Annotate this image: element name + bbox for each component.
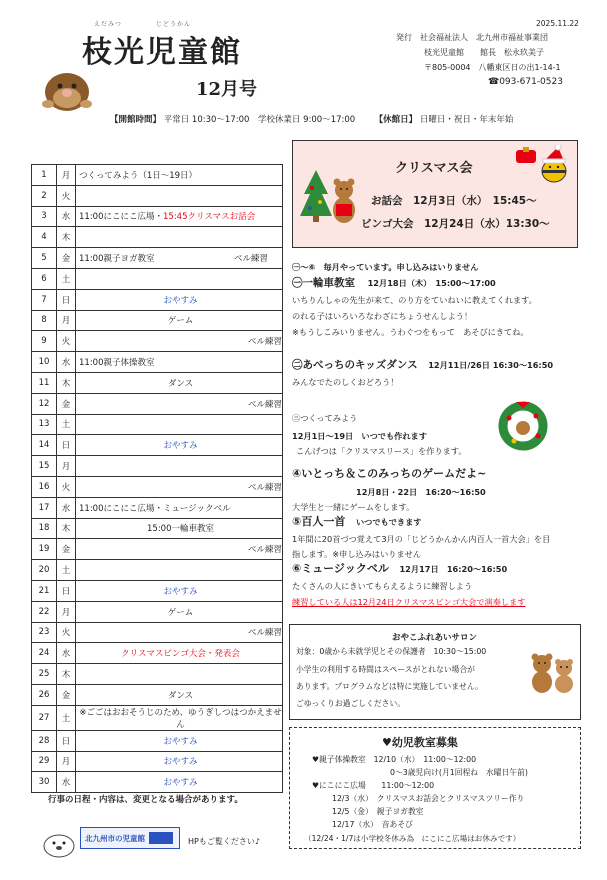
- calendar-row: [32, 560, 283, 581]
- calendar-event: クリスマスビンゴ大会・発表会: [76, 643, 283, 664]
- page-title: 枝光児童館: [82, 35, 242, 70]
- calendar-row: [32, 622, 283, 643]
- unicycle-title: ㊀一輪車教室: [292, 277, 355, 289]
- calendar-weekday: 土: [57, 560, 76, 581]
- hp-text: HPもご覧ください♪: [188, 837, 260, 846]
- youji-text-3: ♥にこにこ広場 11:00～12:00: [312, 781, 435, 790]
- christmas-line-1: お話会 12月3日（水） 15:45～: [371, 195, 537, 207]
- closed-text: 日曜日・祝日・年末年始: [419, 115, 514, 125]
- salon-text-2: 小学生の利用する時間はスペースがとれない場合が: [296, 665, 475, 674]
- calendar-weekday: 金: [57, 248, 76, 269]
- salon-text-3: あります。プログラムなどは特に実施していません。: [296, 682, 483, 691]
- hyaku-text-1: 1年間に20首づつ覚えて3月の「じどうかんかん内百人一首大会」を目: [292, 534, 551, 544]
- calendar-event: ゲーム: [76, 310, 283, 331]
- christmas-tree-bear-icon: [300, 168, 360, 226]
- game-date: 12月8日・22日 16:20～16:50: [356, 487, 486, 497]
- salon-title: おやこふれあいサロン: [392, 633, 478, 643]
- jidoukan-banner[interactable]: [80, 827, 180, 849]
- calendar-weekday: 水: [57, 497, 76, 518]
- christmas-wreath-icon: [494, 396, 552, 454]
- calendar-weekday: 土: [57, 268, 76, 289]
- title-ruby-edamitsu: えだみつ: [94, 21, 122, 28]
- calendar-day: 11: [32, 372, 57, 393]
- calendar-event: 15:00一輪車教室: [76, 518, 283, 539]
- event-text-2: ベル練習: [233, 254, 268, 265]
- calendar-weekday: 水: [57, 352, 76, 373]
- calendar-day: 6: [32, 268, 57, 289]
- calendar-day: 3: [32, 206, 57, 227]
- game-title: ④いとっち＆このみっちのゲームだよ~: [292, 467, 487, 480]
- calendar-row: [32, 227, 283, 248]
- calendar-weekday: 月: [57, 751, 76, 772]
- calendar-row: [32, 518, 283, 539]
- calendar-weekday: 金: [57, 539, 76, 560]
- dance-title: ㊁あべっちのキッズダンス: [292, 359, 418, 371]
- calendar-row: [32, 393, 283, 414]
- calendar-row: [32, 206, 283, 227]
- santa-bag-icon: [514, 146, 538, 164]
- calendar-event: 11:00にこにこ広場・ミュージックベル: [76, 497, 283, 518]
- bee-santa-icon: [534, 145, 574, 185]
- calendar-day: 26: [32, 684, 57, 705]
- hours-label: 【開館時間】: [110, 115, 162, 125]
- unicycle-text-3: ※もうしこみいりません。うわぐつをもって あそびにきてね。: [292, 327, 529, 337]
- unicycle-text-2: のれる子はいろいろなわざにちょうせんしよう！: [292, 311, 473, 321]
- calendar-event: [76, 456, 283, 477]
- calendar-weekday: 木: [57, 518, 76, 539]
- calendar-row: [32, 435, 283, 456]
- calendar-weekday: 水: [57, 772, 76, 793]
- calendar-event: [76, 414, 283, 435]
- calendar-day: 7: [32, 289, 57, 310]
- calendar-day: 5: [32, 248, 57, 269]
- calendar-event: ダンス: [76, 684, 283, 705]
- calendar-weekday: 金: [57, 393, 76, 414]
- unicycle-date: 12月18日（木） 15:00～17:00: [367, 278, 496, 288]
- calendar-row: [32, 580, 283, 601]
- calendar-day: 16: [32, 476, 57, 497]
- hyaku-title: ⑤百人一首: [292, 515, 346, 528]
- salon-text-1: 対象：0歳から未就学児とその保護者 10:30～15:00: [296, 647, 487, 656]
- calendar-row: [32, 684, 283, 705]
- hours-text: 平常日 10:30～17:00 学校休業日 9:00～17:00: [163, 115, 356, 125]
- calendar-day: 19: [32, 539, 57, 560]
- make-text-1: こんげつは「クリスマスリース」を作ります。: [296, 446, 467, 456]
- calendar-row: [32, 730, 283, 751]
- youji-class-box: [289, 727, 581, 849]
- calendar-event: [76, 185, 283, 206]
- calendar-day: 17: [32, 497, 57, 518]
- calendar-day: 30: [32, 772, 57, 793]
- youji-text-2: 0～3歳児向け(月1回程ね 水曜日午前): [390, 768, 528, 777]
- bell-date: 12月17日 16:20～16:50: [399, 564, 508, 574]
- bell-title: ⑥ミュージックベル: [292, 562, 389, 575]
- calendar-row: [32, 372, 283, 393]
- calendar-day: 29: [32, 751, 57, 772]
- calendar-event: [76, 268, 283, 289]
- title-ruby-jidoukan: じどうかん: [156, 21, 192, 28]
- calendar-row: [32, 248, 283, 269]
- salon-text-4: ごゆっくりお過ごしください。: [296, 699, 406, 708]
- calendar-row: [32, 476, 283, 497]
- calendar-event: [76, 227, 283, 248]
- calendar-day: 2: [32, 185, 57, 206]
- calendar-row: [32, 643, 283, 664]
- calendar-row: [32, 751, 283, 772]
- calendar-weekday: 月: [57, 310, 76, 331]
- publisher-line-3: 〒805-0004 八幡東区日の出1-14-1: [424, 63, 561, 72]
- game-text-1: 大学生と一緒にゲームをします。: [292, 502, 415, 512]
- schedule-notice: 行事の日程・内容は、変更となる場合があります。: [48, 795, 243, 805]
- banner-text: 北九州市の児童館: [85, 834, 145, 843]
- calendar-event: おやすみ: [76, 772, 283, 793]
- youji-text-4: 12/3（水） クリスマスお話会とクリスマスツリー作り: [332, 794, 525, 803]
- calendar-row: [32, 601, 283, 622]
- youji-text-6: 12/17（水） 音あそび: [332, 820, 413, 829]
- calendar-row: [32, 268, 283, 289]
- calendar-event: ベル練習: [76, 622, 283, 643]
- publisher-line-2: 枝光児童館 館長 松永玖美子: [424, 48, 544, 57]
- calendar-event: ベル練習: [76, 539, 283, 560]
- calendar-event: ※ごごはおおそうじのため、ゆうぎしつはつかえません: [76, 705, 283, 730]
- publisher-line-4: ☎093-671-0523: [488, 77, 563, 87]
- calendar-event: おやすみ: [76, 751, 283, 772]
- calendar-day: 10: [32, 352, 57, 373]
- calendar-row: [32, 539, 283, 560]
- christmas-line-2: ビンゴ大会 12月24日（水）13:30～: [361, 218, 550, 230]
- calendar-weekday: 火: [57, 331, 76, 352]
- calendar-day: 22: [32, 601, 57, 622]
- calendar-weekday: 日: [57, 289, 76, 310]
- calendar-weekday: 月: [57, 601, 76, 622]
- calendar-day: 28: [32, 730, 57, 751]
- youji-text-5: 12/5（金） 親子ヨガ教室: [332, 807, 424, 816]
- calendar-event: おやすみ: [76, 580, 283, 601]
- calendar-day: 24: [32, 643, 57, 664]
- calendar-event: [76, 206, 283, 227]
- calendar-weekday: 木: [57, 664, 76, 685]
- calendar-day: 13: [32, 414, 57, 435]
- youji-text-7: （12/24・1/7は小学校冬休み為 にこにこ広場はお休みです）: [304, 834, 521, 843]
- calendar-event: おやすみ: [76, 730, 283, 751]
- calendar-row: [32, 664, 283, 685]
- calendar-day: 23: [32, 622, 57, 643]
- mole-mascot-icon: [40, 62, 94, 112]
- event-text: 11:00親子ヨガ教室: [79, 254, 155, 265]
- dance-header: [292, 357, 553, 373]
- calendar-day: 4: [32, 227, 57, 248]
- calendar-day: 12: [32, 393, 57, 414]
- calendar-day: 27: [32, 705, 57, 730]
- calendar-weekday: 水: [57, 643, 76, 664]
- calendar-row: [32, 185, 283, 206]
- calendar-weekday: 日: [57, 580, 76, 601]
- calendar-row: [32, 352, 283, 373]
- calendar-weekday: 月: [57, 456, 76, 477]
- calendar-day: 1: [32, 165, 57, 186]
- calendar-row: [32, 310, 283, 331]
- youji-title: ♥幼児教室募集: [382, 736, 458, 749]
- calendar-weekday: 日: [57, 730, 76, 751]
- hyaku-text-2: 指します。※申し込みはいりません: [292, 549, 422, 559]
- calendar-weekday: 火: [57, 476, 76, 497]
- calendar-row: [32, 456, 283, 477]
- dance-date: 12月11日/26日 16:30～16:50: [428, 360, 554, 370]
- calendar-row: [32, 772, 283, 793]
- calendar-event: [76, 560, 283, 581]
- calendar-day: 15: [32, 456, 57, 477]
- calendar-day: 18: [32, 518, 57, 539]
- calendar-weekday: 日: [57, 435, 76, 456]
- calendar-event: ベル練習: [76, 393, 283, 414]
- calendar-weekday: 木: [57, 227, 76, 248]
- calendar-weekday: 火: [57, 622, 76, 643]
- event-text: 11:00にこにこ広場・: [79, 212, 163, 223]
- calendar-weekday: 金: [57, 684, 76, 705]
- bell-text-1: たくさんの人にきいてもらえるように練習しよう: [292, 581, 473, 591]
- hyaku-date: いつでもできます: [355, 517, 422, 527]
- calendar-event: ダンス: [76, 372, 283, 393]
- calendar-weekday: 土: [57, 705, 76, 730]
- event-text-red: 15:45クリスマスお話会: [163, 212, 256, 223]
- christmas-title: クリスマス会: [395, 161, 473, 176]
- calendar-event: おやすみ: [76, 435, 283, 456]
- unicycle-header: [292, 275, 496, 291]
- calendar-row: [32, 289, 283, 310]
- bell-text-2: 練習している人は12月24日クリスマスビンゴ大会で演奏します: [292, 597, 526, 607]
- monthly-intro: ㊀～⑥ 毎月やっています。申し込みはいりません: [292, 262, 479, 272]
- dance-text-1: みんなでたのしくおどろう！: [292, 377, 399, 387]
- calendar-event: 11:00親子体操教室: [76, 352, 283, 373]
- calendar-weekday: 土: [57, 414, 76, 435]
- banner-button[interactable]: [149, 832, 173, 844]
- calendar-day: 25: [32, 664, 57, 685]
- issue-label: 12月号: [196, 79, 258, 100]
- bear-pair-icon: [526, 650, 580, 694]
- calendar-day: 14: [32, 435, 57, 456]
- calendar-event: ベル練習: [76, 331, 283, 352]
- calendar-event: [76, 248, 283, 269]
- bell-header: [292, 561, 507, 577]
- calendar-weekday: 月: [57, 165, 76, 186]
- issue-date: 2025.11.22: [536, 19, 579, 28]
- hours-row: [110, 113, 513, 125]
- closed-label: 【休館日】: [374, 115, 418, 125]
- youji-text-1: ♥親子体操教室 12/10（水） 11:00～12:00: [312, 755, 477, 764]
- calendar-day: 21: [32, 580, 57, 601]
- calendar-weekday: 水: [57, 206, 76, 227]
- calendar-event: おやすみ: [76, 289, 283, 310]
- make-title: ㊂つくってみよう: [292, 413, 358, 423]
- calendar-row: [32, 705, 283, 730]
- calendar-event: [76, 664, 283, 685]
- event-calendar: [31, 164, 283, 793]
- calendar-row: [32, 331, 283, 352]
- calendar-day: 9: [32, 331, 57, 352]
- unicycle-text-1: いちりんしゃの先生が来て、のり方をていねいに教えてくれます。: [292, 295, 537, 305]
- hyaku-header: [292, 514, 421, 530]
- calendar-event: ベル練習: [76, 476, 283, 497]
- calendar-day: 20: [32, 560, 57, 581]
- calendar-weekday: 木: [57, 372, 76, 393]
- calendar-row: [32, 165, 283, 186]
- make-date: 12月1日～19日 いつでも作れます: [292, 431, 427, 441]
- calendar-day: 8: [32, 310, 57, 331]
- calendar-row: [32, 414, 283, 435]
- calendar-event: ゲーム: [76, 601, 283, 622]
- calendar-event: つくってみよう（1日～19日）: [76, 165, 283, 186]
- mole-small-icon: [40, 828, 78, 858]
- calendar-weekday: 火: [57, 185, 76, 206]
- publisher-line-1: 発行 社会福祉法人 北九州市福祉事業団: [396, 33, 548, 42]
- calendar-row: [32, 497, 283, 518]
